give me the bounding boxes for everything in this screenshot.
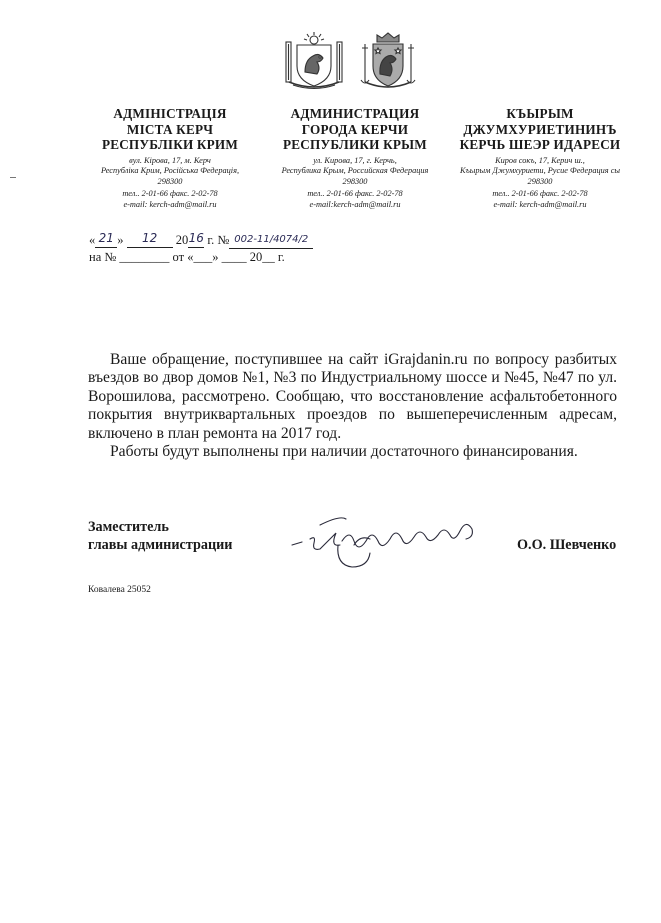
header-title-line: РЕСПУБЛИКИ КРЫМ [283,137,427,152]
header-russian [266,106,444,210]
body-paragraph: Ваше обращение, поступившее на сайт iGrajdanin.ru по вопросу разбитых въездов во двор домов №1, №3 по Индустриальному шоссе и №45, №47 по ул. Ворошилова, рассмотрено. Сообщаю, что восстановление асфальтобетонного покрытия внутриквартальных проездов по вышеперечисленным адресам, включено в план ремонта на 2017 год. [88,351,617,442]
header-title-line: КЪЫРЫМ [506,106,574,121]
ref-year-unit: г. [277,250,285,264]
header-postal: 298300 [342,176,368,186]
header-ukrainian [82,106,258,210]
quote-close: » [117,233,124,247]
reg-number-value: 002-11/4074/2 [234,234,309,245]
ref-from-label: от «___» [172,250,219,264]
reg-month [127,231,173,248]
reg-year-unit: г. [207,233,215,247]
signatory-title-line: Заместитель [88,519,169,535]
reg-month-value: 12 [141,231,158,245]
signatory-title [88,518,232,554]
incoming-reference [89,250,285,265]
header-phone: тел.. 2-01-66 факс. 2-02-78 [122,189,218,198]
signatory-title-line: главы администрации [88,537,233,553]
body-paragraph: Работы будут выполнены при наличии достаточного финансирования. [110,443,578,461]
header-title-line: КЕРЧЬ ШЕЭР ИДАРЕСИ [459,137,621,152]
fold-mark [10,177,16,178]
executor-note: Ковалева 25052 [88,585,151,595]
header-address: Къырым Джумхуриети, Русие Федерация сы [459,166,621,175]
ref-month-blank: ____ [221,250,247,264]
header-address: Киров сокъ, 17, Керич ш., [495,155,585,165]
crimea-coat-of-arms-icon [283,30,345,92]
kerch-coat-of-arms-icon [357,30,419,92]
reg-number [229,234,313,249]
handwritten-signature [290,505,490,575]
header-address: ул. Кирова, 17, г. Керчь, [313,155,397,165]
reg-day [95,231,117,248]
header-email: e-mail: kerch-adm@mail.ru [493,199,587,209]
header-title-line: ГОРОДА КЕРЧИ [301,121,409,137]
header-title-line: МІСТА КЕРЧ [126,121,214,137]
header-title-line: РЕСПУБЛІКИ КРИМ [101,137,239,152]
header-phone: тел.. 2-01-66 факс. 2-02-78 [307,189,403,198]
reg-number-label: № [217,233,230,247]
reg-year-prefix: 20 [175,233,189,247]
header-title-line: АДМІНІСТРАЦІЯ [113,106,227,121]
header-postal: 298300 [527,176,553,186]
reg-year [188,231,204,248]
ref-number-label: на № [89,250,117,264]
header-postal: 298300 [157,176,183,186]
reg-day-value: 21 [98,231,114,245]
reg-year-value: 16 [188,231,204,245]
quote-open: « [89,233,96,247]
ref-year-prefix: 20__ [249,250,275,264]
header-address: вул. Кірова, 17, м. Керч [129,155,211,165]
header-address: Республіка Крим, Російська Федерація, [100,166,240,175]
letter-body [88,351,617,461]
header-crimean-tatar [452,106,628,210]
ref-number-blank: ________ [119,250,170,264]
header-email: e-mail:kerch-adm@mail.ru [309,199,401,209]
header-title-line: АДМИНИСТРАЦИЯ [290,106,420,121]
header-email: e-mail: kerch-adm@mail.ru [123,199,217,209]
header-address: Республика Крым, Российская Федерация [281,166,429,175]
outgoing-registration [89,233,313,249]
header-title-line: ДЖУМХУРИЕТИНИНЪ [463,121,617,137]
header-phone: тел.. 2-01-66 факс. 2-02-78 [492,189,588,198]
signatory-name: О.О. Шевченко [517,537,617,553]
